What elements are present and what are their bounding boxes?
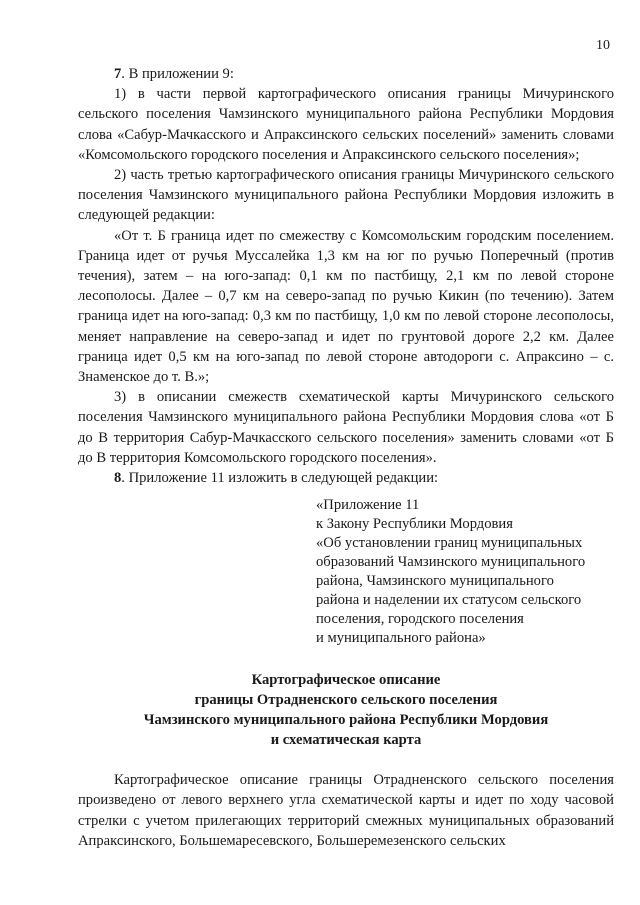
document-body bbox=[78, 64, 614, 851]
title-line: границы Отрадненского сельского поселения bbox=[194, 692, 498, 709]
appendix-line: поселения, городского поселения bbox=[316, 611, 524, 628]
appendix-line: к Закону Республики Мордовия bbox=[316, 516, 513, 533]
appendix-line: и муниципального района» bbox=[316, 630, 486, 647]
appendix-header bbox=[316, 496, 614, 648]
paragraph-7-2: 2) часть третью картографического описания границы Мичуринского сельского поселения Чамзинского муниципального района Республики Мордовия изложить в следующей редакции: bbox=[78, 167, 614, 224]
appendix-line: района, Чамзинского муниципального bbox=[316, 573, 554, 590]
section-title bbox=[78, 670, 614, 750]
paragraph-text: . Приложение 11 изложить в следующей редакции: bbox=[121, 470, 439, 487]
title-line: Картографическое описание bbox=[251, 672, 441, 689]
quoted-description: «От т. Б граница идет по смежеству с Комсомольским городским поселением. Граница идет от ручья Муссалейка 1,3 км на юг по ручью Поперечный (против течения), затем – на юго-запад: 0,1 км по пастбищу, 2,1 км по левой стороне лесополосы. Далее – 0,7 км на северо-запад по ручью Кикин (по течению). Затем граница идет на юго-запад: 0,3 км по пастбищу, 1,0 км по левой стороне лесополосы, меняет направление на северо-запад и идет по грунтовой дороге 2,2 км. Далее граница идет 0,5 км на юго-запад по левой стороне автодороги с. Апраксино – с. Знаменское до т. В.»; bbox=[78, 227, 614, 386]
paragraph-7-heading bbox=[78, 64, 614, 84]
paragraph-7-1: 1) в части первой картографического описания границы Мичуринского сельского поселения Чамзинского муниципального района Республики Мордовия слова «Сабур-Мачкасского и Апраксинского сельских поселений» заменить словами «Комсомольского городского поселения и Апраксинского сельского поселения»; bbox=[78, 86, 614, 163]
item-number: 8 bbox=[114, 470, 122, 487]
page-number: 10 bbox=[596, 38, 610, 53]
appendix-line: «Приложение 11 bbox=[316, 497, 420, 514]
title-line: и схематическая карта bbox=[270, 732, 422, 749]
closing-paragraph: Картографическое описание границы Отрадненского сельского поселения произведено от левого верхнего угла схематической карты и идет по ходу часовой стрелки с учетом прилегающих территорий смежных муниципальных образований Апраксинского, Большемаресевского, Большеремезенского сельских bbox=[78, 772, 614, 849]
appendix-line: района и наделении их статусом сельского bbox=[316, 592, 582, 609]
appendix-line: образований Чамзинского муниципального bbox=[316, 554, 586, 571]
title-line: Чамзинского муниципального района Республики Мордовия bbox=[143, 712, 549, 729]
appendix-line: «Об установлении границ муниципальных bbox=[316, 535, 583, 552]
paragraph-8-heading bbox=[78, 468, 614, 488]
paragraph-text: . В приложении 9: bbox=[121, 66, 234, 82]
paragraph-7-3: 3) в описании смежеств схематической карты Мичуринского сельского поселения Чамзинского муниципального района Республики Мордовия слова «от Б до В территория Сабур-Мачкасского сельского поселения» заменить словами «от Б до В территория Комсомольского городского поселения». bbox=[78, 389, 614, 466]
item-number: 7 bbox=[114, 66, 122, 82]
